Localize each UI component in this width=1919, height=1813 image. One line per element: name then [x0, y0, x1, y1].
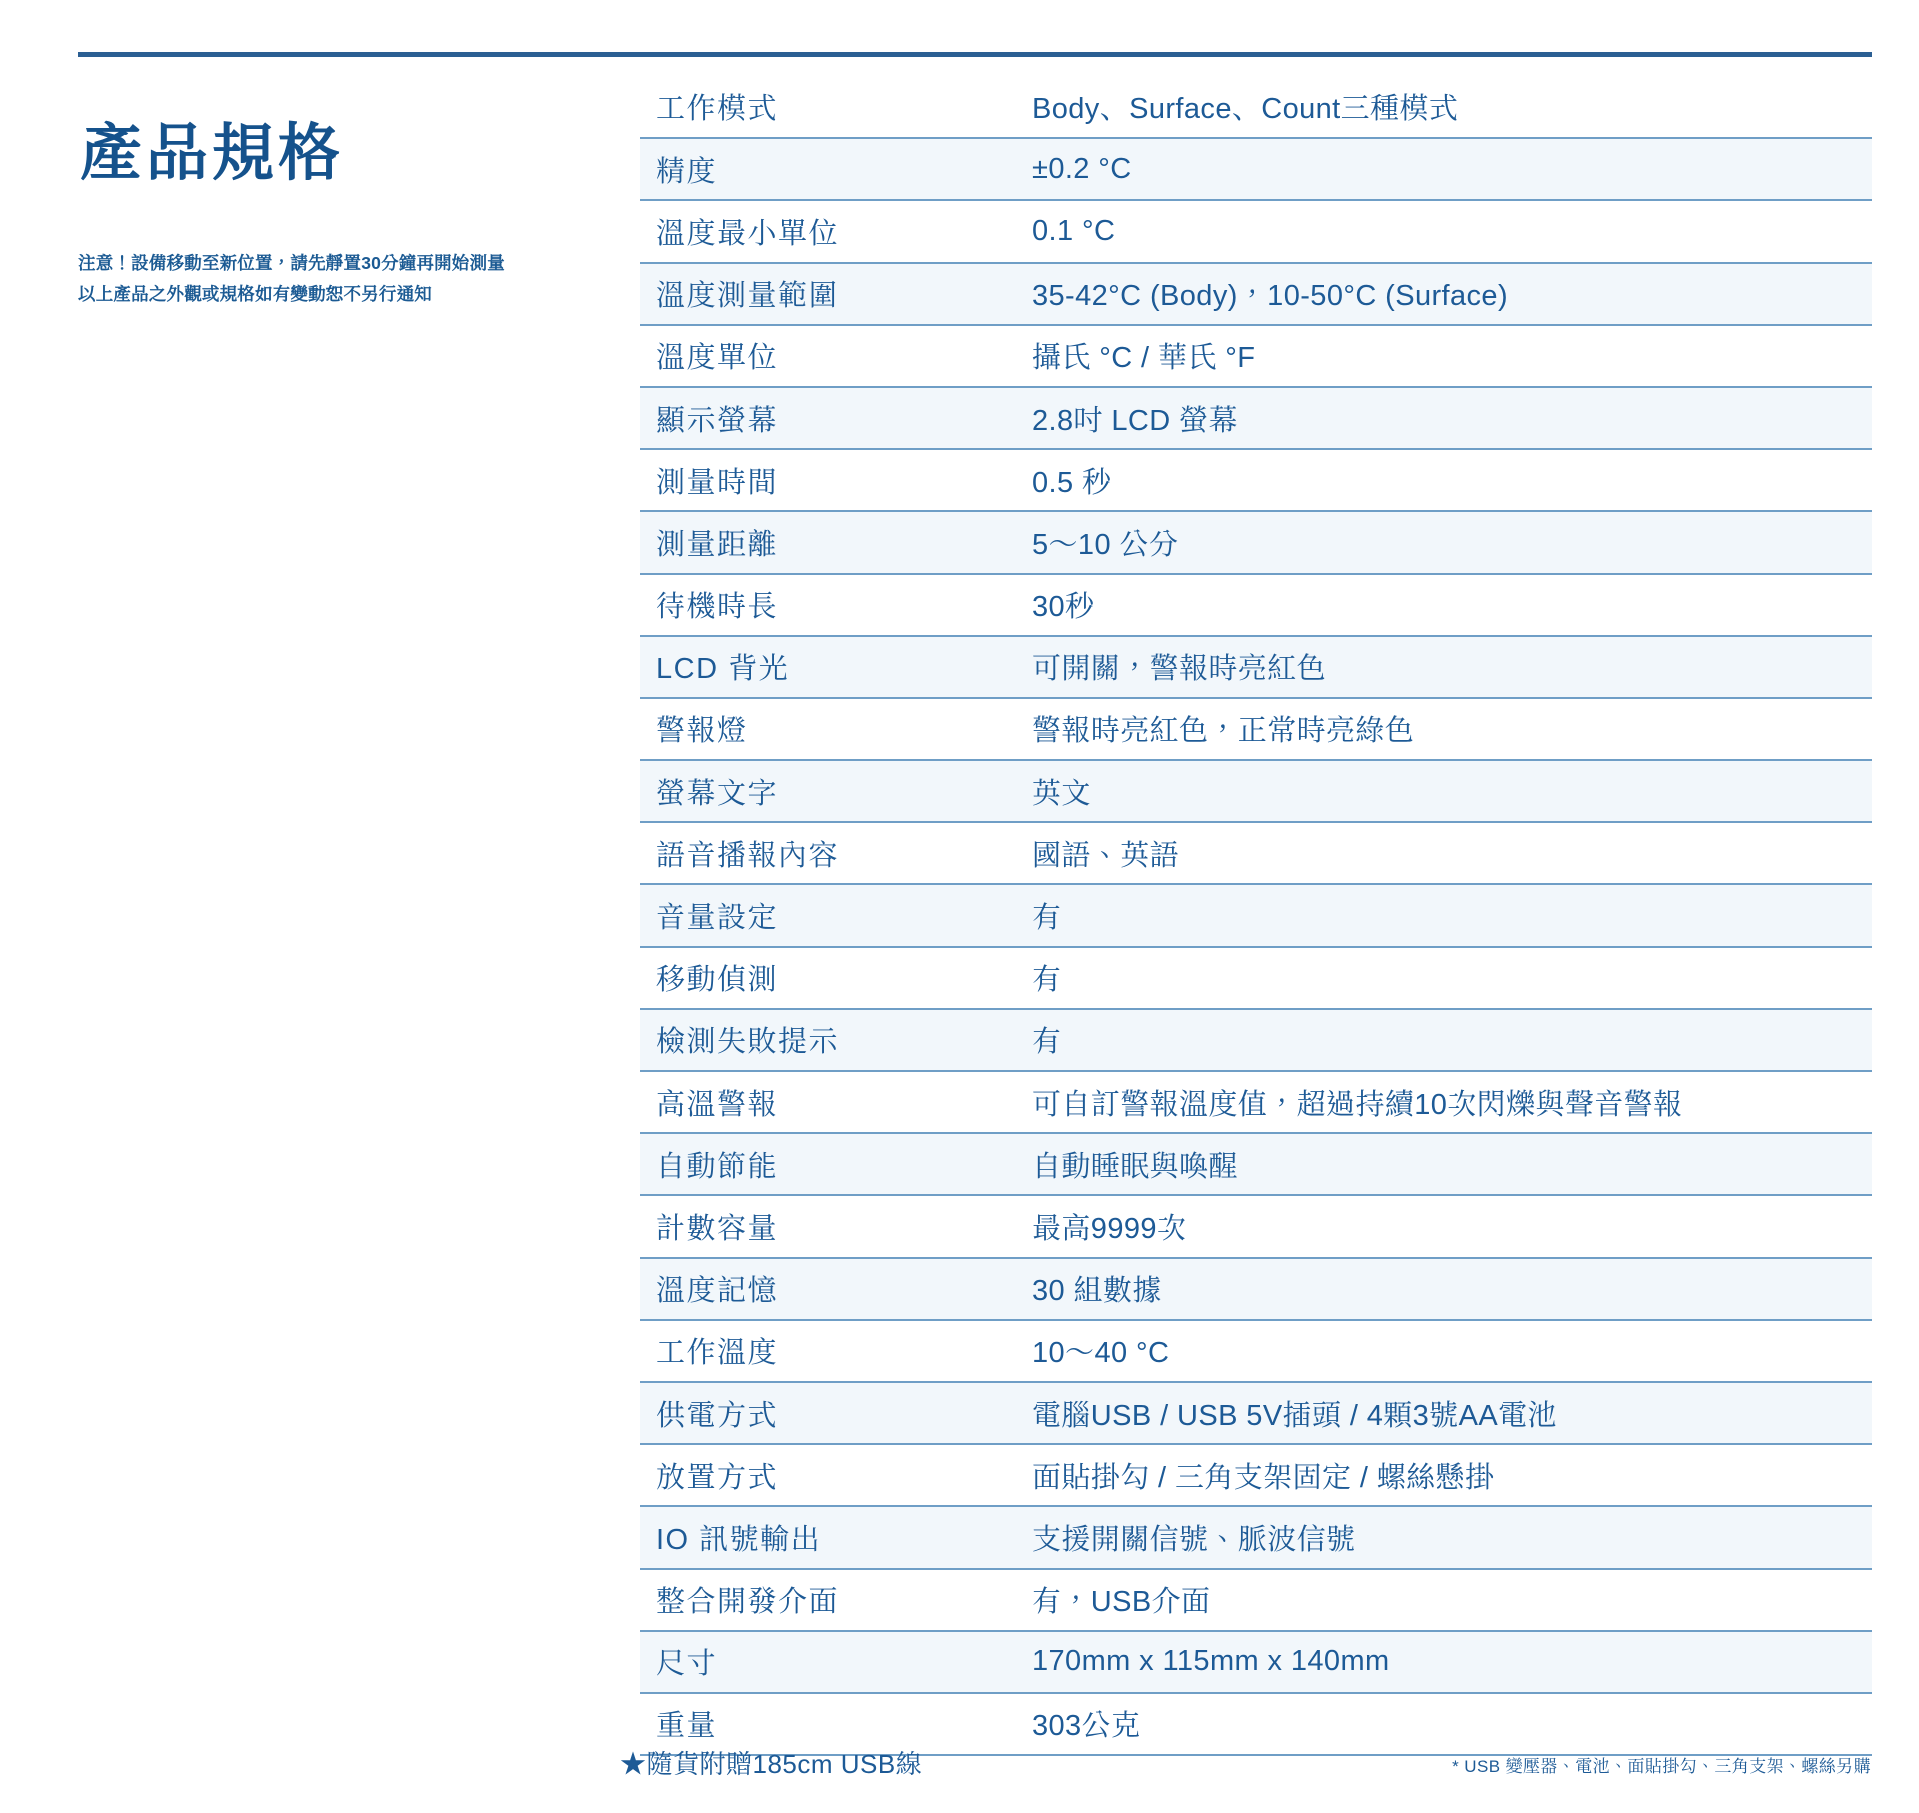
table-row — [640, 1569, 1872, 1631]
spec-key: 自動節能 — [640, 1133, 1018, 1195]
spec-value: 有 — [1018, 947, 1872, 1009]
table-row — [640, 574, 1872, 636]
spec-value: 30秒 — [1018, 574, 1872, 636]
spec-key: 精度 — [640, 138, 1018, 200]
spec-value: 5〜10 公分 — [1018, 511, 1872, 573]
table-row — [640, 1133, 1872, 1195]
table-row — [640, 511, 1872, 573]
spec-value: 英文 — [1018, 760, 1872, 822]
spec-key: LCD 背光 — [640, 636, 1018, 698]
spec-key: 移動偵測 — [640, 947, 1018, 1009]
spec-key: IO 訊號輸出 — [640, 1506, 1018, 1568]
spec-key: 整合開發介面 — [640, 1569, 1018, 1631]
spec-key: 工作溫度 — [640, 1320, 1018, 1382]
spec-value: 電腦USB / USB 5V插頭 / 4顆3號AA電池 — [1018, 1382, 1872, 1444]
specification-table — [640, 76, 1872, 1756]
spec-key: 測量距離 — [640, 511, 1018, 573]
spec-value: 170mm x 115mm x 140mm — [1018, 1631, 1872, 1693]
spec-value: 有 — [1018, 1009, 1872, 1071]
spec-key: 溫度最小單位 — [640, 200, 1018, 262]
table-row — [640, 1258, 1872, 1320]
spec-value: 攝氏 °C / 華氏 °F — [1018, 325, 1872, 387]
spec-value: 30 組數據 — [1018, 1258, 1872, 1320]
spec-key: 溫度單位 — [640, 325, 1018, 387]
table-row — [640, 947, 1872, 1009]
table-row — [640, 822, 1872, 884]
table-row — [640, 1382, 1872, 1444]
spec-key: 放置方式 — [640, 1444, 1018, 1506]
spec-key: 工作模式 — [656, 93, 779, 126]
spec-key: 重量 — [640, 1693, 1018, 1755]
spec-key: 檢測失敗提示 — [640, 1009, 1018, 1071]
header-divider — [78, 52, 1872, 57]
table-row — [640, 200, 1872, 262]
optional-accessory-note: * USB 變壓器、電池、面貼掛勾、三角支架、螺絲另購 — [1452, 1757, 1871, 1776]
table-row — [640, 1195, 1872, 1257]
spec-value: 有 — [1018, 884, 1872, 946]
spec-value: ±0.2 °C — [1018, 138, 1872, 200]
table-row — [640, 698, 1872, 760]
table-row — [640, 76, 1872, 138]
spec-key: 螢幕文字 — [640, 760, 1018, 822]
spec-value: 警報時亮紅色，正常時亮綠色 — [1018, 698, 1872, 760]
table-row — [640, 1631, 1872, 1693]
spec-key: 計數容量 — [640, 1195, 1018, 1257]
spec-value: 可開關，警報時亮紅色 — [1018, 636, 1872, 698]
spec-value: 10〜40 °C — [1018, 1320, 1872, 1382]
spec-key: 待機時長 — [640, 574, 1018, 636]
table-row — [640, 263, 1872, 325]
table-row — [640, 325, 1872, 387]
spec-key: 供電方式 — [640, 1382, 1018, 1444]
note-line-2: 以上產品之外觀或規格如有變動恕不另行通知 — [78, 283, 432, 304]
spec-value: 可自訂警報溫度值，超過持續10次閃爍與聲音警報 — [1018, 1071, 1872, 1133]
spec-value: 0.5 秒 — [1018, 449, 1872, 511]
table-row — [640, 138, 1872, 200]
spec-key: 警報燈 — [640, 698, 1018, 760]
spec-value: 最高9999次 — [1018, 1195, 1872, 1257]
bundled-accessory-note: ★隨貨附贈185cm USB線 — [620, 1749, 923, 1779]
spec-value: 支援開關信號、脈波信號 — [1018, 1506, 1872, 1568]
spec-value: 自動睡眠與喚醒 — [1018, 1133, 1872, 1195]
spec-value: 2.8吋 LCD 螢幕 — [1018, 387, 1872, 449]
spec-value: 有，USB介面 — [1018, 1569, 1872, 1631]
spec-value: Body、Surface、Count三種模式 — [1032, 93, 1459, 126]
spec-key: 溫度測量範圍 — [640, 263, 1018, 325]
spec-key: 尺寸 — [640, 1631, 1018, 1693]
spec-value: 國語、英語 — [1018, 822, 1872, 884]
table-row — [640, 1444, 1872, 1506]
left-column — [78, 120, 638, 309]
note-line-1: 注意！設備移動至新位置，請先靜置30分鐘再開始測量 — [78, 253, 505, 274]
spec-key: 溫度記憶 — [640, 1258, 1018, 1320]
specification-table-body — [640, 76, 1872, 1755]
spec-value: 面貼掛勾 / 三角支架固定 / 螺絲懸掛 — [1018, 1444, 1872, 1506]
table-row — [640, 884, 1872, 946]
spec-value: 35-42°C (Body)，10-50°C (Surface) — [1018, 263, 1872, 325]
spec-key: 高溫警報 — [640, 1071, 1018, 1133]
table-row — [640, 1506, 1872, 1568]
table-row — [640, 760, 1872, 822]
table-row — [640, 1071, 1872, 1133]
table-row — [640, 636, 1872, 698]
spec-key: 測量時間 — [640, 449, 1018, 511]
table-row — [640, 1320, 1872, 1382]
spec-value: 0.1 °C — [1018, 200, 1872, 262]
table-row — [640, 1009, 1872, 1071]
page-notes — [78, 248, 638, 309]
spec-key: 音量設定 — [640, 884, 1018, 946]
spec-key: 顯示螢幕 — [640, 387, 1018, 449]
table-row — [640, 387, 1872, 449]
table-row — [640, 449, 1872, 511]
spec-key: 語音播報內容 — [640, 822, 1018, 884]
page-title: 產品規格 — [80, 119, 345, 188]
spec-value: 303公克 — [1018, 1693, 1872, 1755]
